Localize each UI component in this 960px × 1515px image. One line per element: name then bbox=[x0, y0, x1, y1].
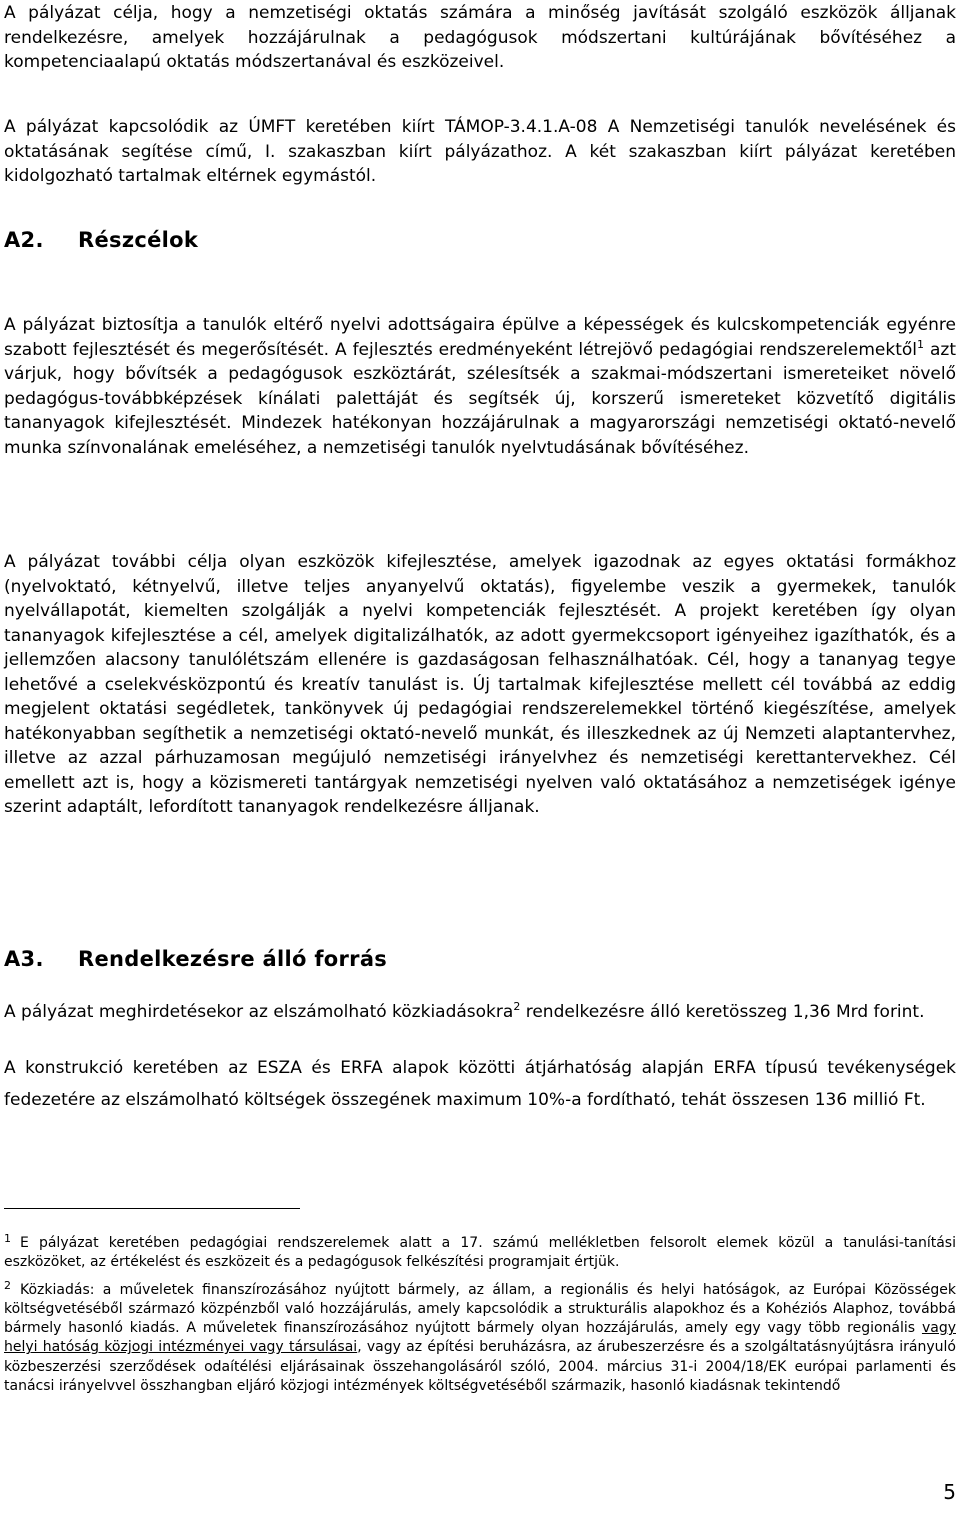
footnote-1-mark: 1 bbox=[4, 1232, 11, 1245]
footnotes bbox=[4, 1234, 956, 1404]
page-number: 5 bbox=[943, 1480, 956, 1504]
section-a3-title: Rendelkezésre álló forrás bbox=[78, 947, 388, 971]
section-a3-heading bbox=[4, 947, 387, 971]
footnote-2-text-a: Közkiadás: a műveletek finanszírozásához nyújtott bármely, az állam, a regionális és helyi hatóságok, az Európai Közösségek költségvetéséből származó közpénzből való hozzájárulás, amely kapcsolódik a strukturális alapokhoz és a Kohéziós Alaphoz, továbbá bármely hasonló kiadás. A műveletek finanszírozásához nyújtott bármely olyan hozzájárulás, amely egy vagy több regionális bbox=[4, 1281, 956, 1337]
footnote-separator bbox=[4, 1208, 300, 1209]
section-a3-number: A3. bbox=[4, 947, 44, 971]
footnote-ref-2[interactable]: 2 bbox=[513, 1000, 521, 1013]
section-a3-paragraph-2: A konstrukció keretében az ESZA és ERFA alapok közötti átjárhatóság alapján ERFA típusú tevékenységek fedezetére az elszámolható költségek összegének maximum 10%-a fordítható, tehát összesen 136 millió Ft. bbox=[4, 1058, 956, 1110]
footnote-2 bbox=[4, 1278, 956, 1397]
section-a2-number: A2. bbox=[4, 228, 44, 252]
a3-p1-text-start: A pályázat meghirdetésekor az elszámolható közkiadásokra bbox=[4, 1002, 514, 1022]
section-a2-title: Részcélok bbox=[78, 228, 199, 252]
intro-paragraph-2: A pályázat kapcsolódik az ÚMFT keretében kiírt TÁMOP-3.4.1.A-08 A Nemzetiségi tanulók nevelésének és oktatásának segítése című, I. szakaszban kiírt pályázathoz. A két szakaszban kiírt pályázat keretében kidolgozható tartalmak eltérnek egymástól. bbox=[4, 117, 956, 186]
a3-p1-text-end: rendelkezésre álló keretösszeg 1,36 Mrd forint. bbox=[520, 1002, 925, 1022]
footnote-1 bbox=[4, 1234, 956, 1273]
footnote-2-text-b: , vagy az építési beruházásra, az árubeszerzésre és a szolgáltatásnyújtásra irányuló közbeszerzési szerződések odaítélési eljárásainak összehangolásáról szóló, 2004. március 31-i 2004/18/EK európai parlamenti és tanácsi irányelvvel összhangban eljáró közjogi intézmények költségvetéséből származik, hasonló kiadásnak tekintendő bbox=[4, 1339, 956, 1395]
footnote-2-underlined-text: vagy helyi hatóság közjogi intézményei vagy társulásai bbox=[4, 1320, 956, 1356]
footnote-ref-1[interactable]: 1 bbox=[917, 337, 924, 351]
section-a2-heading bbox=[4, 228, 198, 252]
section-a2-paragraph-1 bbox=[4, 313, 956, 460]
intro-paragraph-1: A pályázat célja, hogy a nemzetiségi oktatás számára a minőség javítását szolgáló eszközök álljanak rendelkezésre, amelyek hozzájárulnak a pedagógusok módszertani kultúrájának bővítéséhez a kompetenciaalapú oktatás módszertanával és eszközeivel. bbox=[4, 3, 956, 72]
section-a3-paragraph-1 bbox=[4, 1000, 956, 1025]
a2-p1-text-start: A pályázat biztosítja a tanulók eltérő nyelvi adottságaira épülve a képességek és kulcskompetenciák egyénre szabott fejlesztését és megerősítését. A fejlesztés eredményeként létrejövő pedagógiai rendszerelemektől bbox=[4, 315, 956, 360]
footnote-2-mark: 2 bbox=[4, 1278, 11, 1292]
section-a2-paragraph-2: A pályázat további célja olyan eszközök kifejlesztése, amelyek igazodnak az egyes oktatási formákhoz (nyelvoktató, kétnyelvű, illetve teljes anyanyelvű oktatás), figyelembe veszik a gyermekek, tanulók nyelvállapotát, kiemelten szolgálják a nyelvi kompetenciák fejlesztését. A projekt keretében így olyan tananyagok kifejlesztése a cél, amelyek digitalizálhatók, az adott gyermekcsoport igényeihez igazíthatók, és a jellemzően alacsony tanulólétszám ellenére is gazdaságosan felhasználhatóak. Cél, hogy a tananyag tegye lehetővé a cselekvésközpontú és kreatív tanulást is. Új tartalmak kifejlesztése mellett cél továbbá az eddig megjelent oktatási segédletek, tankönyvek új pedagógiai rendszerelemekkel történő kiegészítése, amelyek hatékonyabban segíthetik a nemzetiségi oktató-nevelő munkát, és illeszkednek az új Nemzeti alaptantervhez, illetve az azzal párhuzamosan megújuló nemzetiségi irányelvhez és nemzetiségi kerettantervekhez. Cél emellett azt is, hogy a közismereti tantárgyak nemzetiségi nyelven való oktatásához a nemzetiségek igénye szerint adaptált, lefordított tananyagok rendelkezésre álljanak. bbox=[4, 552, 956, 817]
footnote-1-text: E pályázat keretében pedagógiai rendszerelemek alatt a 17. számú mellékletben felsorolt elemek közül a tanulási-tanítási eszközöket, az értékelést és eszközeit és a pedagógusok felkészítési programjait értjük. bbox=[4, 1235, 956, 1271]
a2-p1-text-end: azt várjuk, hogy bővítsék a pedagógusok eszköztárát, szélesítsék a szakmai-módszertani ismereteiket növelő pedagógus-továbbképzések kínálati palettáját és segítsék új, korszerű ismereteket közvetítő digitális tananyagok kifejlesztését. Mindezek hatékonyan hozzájárulnak a magyarországi nemzetiségi oktató-nevelő munka színvonalának emeléséhez, a nemzetiségi tanulók nyelvtudásának bővítéséhez. bbox=[4, 339, 956, 458]
